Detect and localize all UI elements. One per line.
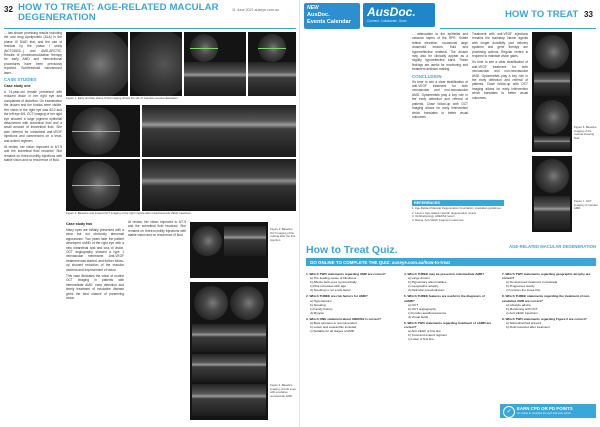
right-col1-text: ... attenuation to the epithelial and vascular layers of the RPE. Subtle retinal elevation, occasional large drusenoid lesions, fluid and hyperreflective material. The drusen may also be clinically appear as a slightly hyporeflective band. These findings are useful for monitoring and treatment decision making. [412, 32, 468, 72]
quiz-option[interactable]: b) Pigmentary abnormalities [408, 280, 447, 285]
figure-3-caption: Figure 3. Baseline OCT imaging of the macula after the first injection. [270, 227, 296, 242]
logo-tagline: Connect. Collaborate. Grow. [367, 19, 408, 23]
intro-text: ... has shown promising results including the oral drug Apoliprotein (ALA) in the phase III DIAD trial, and the use of residual by the phase I study (NCT04503...) and AMD-ARCTIC. Results of photobiomodulation therapy for early AMD and interventional procedures have been previously reported. Subthreshold nanosecond laser... [4, 31, 62, 75]
quiz-option[interactable]: b) Monitoring with OCT [506, 306, 538, 311]
article-title: HOW TO TREAT: AGE-RELATED MACULAR DEGENERATION [18, 2, 219, 23]
quiz-option[interactable]: a) Large drusen [408, 276, 430, 281]
figure-1a-image [66, 32, 128, 96]
reference-item: 4. Retina. Anti-VEGF treatment outcomes. [412, 217, 465, 222]
quiz-column-2 [404, 270, 496, 342]
badge-new-label: NEW [307, 5, 319, 11]
quiz-online-bar[interactable] [306, 258, 596, 266]
right-column-1 [412, 32, 468, 121]
logo-text: AusDoc. [367, 5, 416, 19]
quiz-option[interactable]: a) No approved treatment in Australia [506, 280, 558, 285]
quiz-question: 4. Which THREE may be present in intermediate AMD? [404, 272, 485, 276]
page-number-left: 32 [4, 5, 13, 14]
right-header-rule [440, 28, 596, 29]
figure-6-caption: Figure 6. Baseline imaging of the macula showing fluid. [574, 125, 597, 140]
quiz-option[interactable]: c) Suitable for all stages of AMD [310, 329, 355, 334]
quiz-option[interactable]: b) Progresses slowly [506, 284, 535, 289]
case-studies-heading: CASE STUDIES [4, 77, 37, 83]
quiz-option[interactable]: c) Risk increases with age [310, 284, 346, 289]
header-rule [4, 28, 296, 29]
quiz-option[interactable]: b) Smoking [310, 302, 326, 307]
figure-4-image [190, 282, 268, 420]
quiz-question: 9. Which TWO statements regarding Figure 2 are correct? [502, 316, 587, 321]
figure-1c-image [184, 32, 246, 96]
quiz-option[interactable]: d) Reticular pseudodrusen [408, 288, 445, 293]
quiz-option[interactable]: a) The leading cause of blindness [310, 276, 357, 281]
quiz-option[interactable]: b) OCT angiography [408, 306, 436, 311]
right-page-title: HOW TO TREAT [505, 9, 579, 20]
quiz-option[interactable]: a) Lifestyle advice [506, 302, 531, 307]
quiz-option[interactable]: b) Treat and extend regimen [408, 333, 447, 338]
quiz-subtitle: AGE-RELATED MACULAR DEGENERATION [509, 244, 596, 249]
quiz-option[interactable]: a) Hypertension [310, 298, 332, 303]
quiz-online-link[interactable]: GO ONLINE TO COMPLETE THE QUIZ: auseye.com.au/how-to-treat [310, 259, 450, 265]
events-calendar-badge[interactable] [304, 3, 360, 29]
figure-2b-fundus [66, 159, 140, 211]
ausdoc-logo[interactable] [363, 3, 435, 27]
quiz-option[interactable]: b) Lutein and zeaxanthin included [310, 325, 357, 330]
figure-1b-image [130, 32, 182, 96]
figure-2b-oct [142, 159, 296, 211]
case2-text: Many eyes are initially presented with a clear but not obviously abnormal appearance. Two years later the patient developed nAMD of the right eye with a new intraretinal cyst and loss of vision. OCT angiography showed a type 1 neovascular membrane. Anti-VEGF treatment was started, and further follow-up showed reduction of the macular oedema and improvement of vision. [66, 228, 124, 272]
quiz-option[interactable]: d) Myopia [310, 310, 324, 315]
quiz-option[interactable]: b) Fluid resolved after treatment [506, 325, 550, 330]
badge-line-2: Events Calendar [307, 19, 351, 25]
conclusion-text: It's time to see a clear stratification of anti-VEGF treatment for both neovascular and non-neovascular AMD. Optometrists play a key role in the early detection and referral of patients. Close follow-up with OCT imaging allows for early intervention which translates to better visual outcomes. [412, 79, 468, 119]
quiz-question: 6. Which TWO statements regarding treatment of nAMD are correct? [404, 321, 492, 330]
badge-line-1: AusDoc. [307, 12, 330, 18]
figure-4-caption: Figure 4. Baseline imaging of both eyes with exudative neovascular AMD. [270, 383, 296, 398]
quiz-option[interactable]: a) Beta carotene is recommended [310, 321, 357, 326]
quiz-option[interactable]: d) Visual fields [408, 314, 429, 319]
case1-heading: Case study one [4, 84, 31, 89]
quiz-option[interactable]: a) OCT [408, 302, 419, 307]
quiz-option[interactable]: c) Geographic atrophy [408, 284, 439, 289]
figure-2-caption: Figure 2. Baseline and treated OCT imaging of the right macula after intravitreal anti-VEGF treatment. [66, 211, 192, 215]
reference-item: 2. Lancet. Age-related macular degeneration review. [412, 210, 477, 215]
quiz-column-1 [306, 270, 398, 333]
figure-6-image [532, 32, 572, 152]
quiz-question: 3. Which ONE statement about AREDS2 is correct? [306, 316, 382, 321]
certificate-icon: ✓ [503, 406, 515, 418]
quiz-question: 5. Which THREE features are useful in the diagnosis of nAMD? [404, 294, 485, 303]
case2-text-2: This case illustrates the value of routine OCT imaging in patients with intermediate AMD: early detection and timely treatment of exudative disease gives the best chance of preserving vision. [66, 274, 124, 301]
quiz-option[interactable]: c) Fundus autofluorescence [408, 310, 447, 315]
quiz-question: 1. Which TWO statements regarding AMD are correct? [306, 272, 386, 276]
quiz-option[interactable]: a) Anti-VEGF is first line [408, 329, 441, 334]
figure-1d-image [248, 32, 296, 96]
cpd-title: EARN CPD OR PD POINTS [517, 406, 573, 411]
quiz-option[interactable]: c) Involves the fovea first [506, 288, 541, 293]
page-number-right: 33 [584, 10, 593, 19]
figure-1-caption: Figure 1. Early and late phase ICGA imaging shows the site of macular neovascularisation. [66, 96, 179, 100]
right-page [300, 0, 600, 427]
quiz-question: 7. Which TWO statements regarding geographic atrophy are correct? [502, 272, 591, 281]
quiz-question: 8. Which THREE statements regarding the treatment of non-exudative AMD are correct? [502, 294, 591, 303]
figure-2a-oct [142, 105, 296, 157]
right-column-2 [472, 32, 528, 102]
figure-7-image [532, 156, 572, 232]
figure-7-caption: Figure 7. OCT imaging of macular AMD. [574, 199, 598, 211]
quiz-option[interactable]: c) Family history [310, 306, 333, 311]
column-3 [128, 220, 186, 240]
references-heading: REFERENCES [412, 200, 504, 206]
quiz-option[interactable]: d) Smoking is not a risk factor [310, 288, 351, 293]
figure-2a-fundus [66, 105, 140, 157]
case2-heading: Case study two [66, 222, 93, 226]
right-col3-text: Treatment with anti-VEGF injections remains the mainstay. Newer agents with longer durability, port delivery systems and gene therapy are promising options. Regular review is required to maintain vision gains. [472, 32, 528, 59]
case1-text: A 74-year-old female presented with reduced vision in her right eye and complained of distortion. On examination the drusen and the fundus were visible. Her vision in the right eye was 6/12 and the left eye 6/6. OCT imaging of her right eye showed a large pigment epithelial detachment with subretinal fluid and a small amount of intraretinal fluid. She was referred for intravitreal anti-VEGF injections and commenced on a treat-and-extend regimen. [4, 90, 62, 143]
quiz-option[interactable]: a) Subretinal fluid present [506, 321, 542, 326]
reference-item: 3. Ophthalmology. AREDS2 report. [412, 214, 456, 219]
column-1 [4, 31, 62, 165]
issue-date: 11 June 2021 auseye.com.au [232, 8, 279, 12]
references-box [412, 200, 504, 222]
quiz-option[interactable]: b) Affects both eyes symmetrically [310, 280, 357, 285]
case1-text-2: At review, her vision improved to 6/7.5 and the subretinal fluid resolved. She remains on three-monthly injections with stable vision and no recurrence of fluid. [4, 144, 62, 163]
conclusion-heading: CONCLUSION [412, 73, 442, 79]
quiz-question: 2. Which THREE are risk factors for AMD? [306, 294, 368, 299]
quiz-option[interactable]: c) Anti-VEGF injections [506, 310, 538, 315]
quiz-option[interactable]: c) Laser is first line [408, 337, 434, 342]
reference-item: 1. Age-Related Macular Degeneration Foundation. Australian guidelines. [412, 206, 502, 210]
column-2 [66, 220, 124, 303]
quiz-column-3 [502, 270, 594, 329]
cpd-subtitle: Go online to complete the quiz and earn points. [517, 412, 572, 415]
conclusion-text-cont: It's time to see a clear stratification of anti-VEGF treatment for both neovascular and non-neovascular AMD. Optometrists play a key role in the early detection and referral of patients. Close follow-up with OCT imaging allows for early intervention which translates to better visual outcomes. [472, 60, 528, 100]
case2-cont: At review, her vision improved to 6/7.5 and the subretinal fluid resolved. She remains on three-monthly injections with stable vision and no recurrence of fluid. [128, 220, 186, 238]
figure-3-image [190, 222, 268, 278]
quiz-title: How to Treat Quiz. [306, 244, 398, 256]
cpd-points-banner[interactable] [500, 404, 596, 418]
